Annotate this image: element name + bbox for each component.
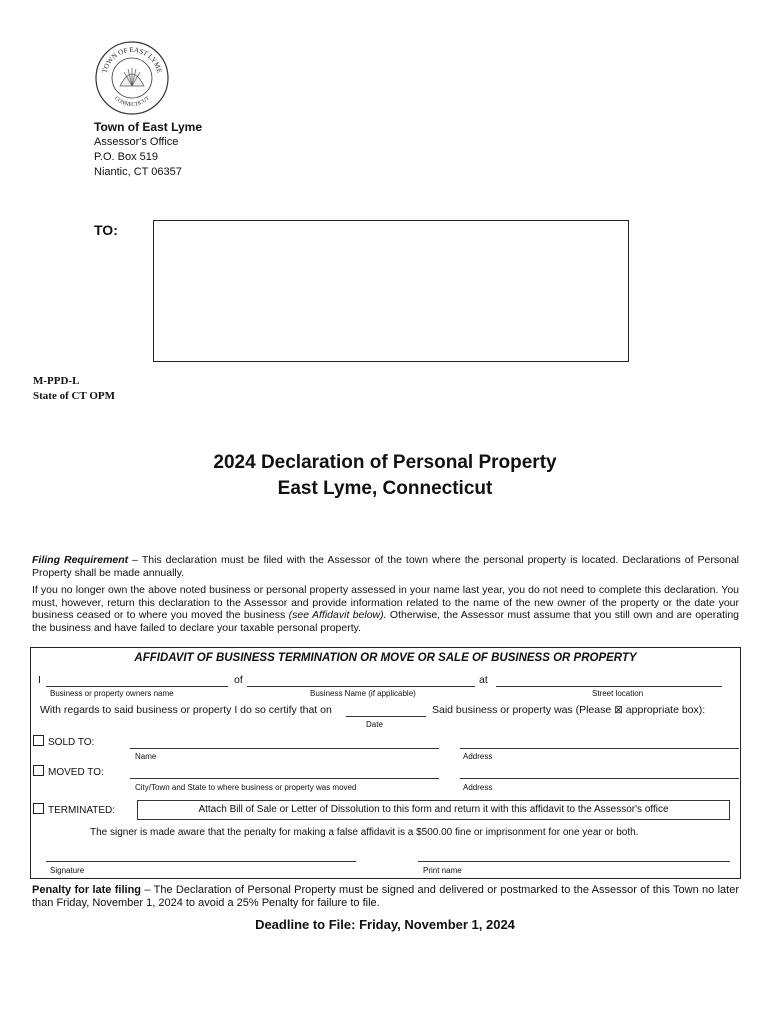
to-label: TO: xyxy=(94,222,118,238)
city-caption: City/Town and State to where business or property was moved xyxy=(135,783,357,792)
affidavit-box xyxy=(30,647,741,879)
filing-heading: Filing Requirement xyxy=(32,554,129,566)
sold-option[interactable] xyxy=(33,735,94,748)
office-name: Assessor's Office xyxy=(94,136,179,148)
business-name-field[interactable] xyxy=(247,686,475,687)
moved-option[interactable] xyxy=(33,765,104,778)
date-field[interactable] xyxy=(346,716,426,717)
moved-label: MOVED TO: xyxy=(48,767,104,778)
street-location-field[interactable] xyxy=(496,686,722,687)
page-subtitle: East Lyme, Connecticut xyxy=(277,478,493,499)
svg-text:TOWN OF EAST LYME: TOWN OF EAST LYME xyxy=(100,45,164,74)
filing-para2-rest: Otherwise, the Assessor must assume that you still own and are operating the business and have failed to declare your taxable personal property. xyxy=(32,609,739,634)
form-code: M-PPD-L xyxy=(33,375,80,387)
filing-para2-italic: (see Affidavit below). xyxy=(288,609,387,621)
owner-caption: Business or property owners name xyxy=(50,689,174,698)
moved-address-field[interactable] xyxy=(460,778,739,779)
moved-city-field[interactable] xyxy=(130,778,439,779)
town-name: Town of East Lyme xyxy=(94,120,203,134)
recipient-address-box xyxy=(153,220,629,362)
at-label: at xyxy=(479,674,488,686)
status-text: Said business or property was (Please ⊠ appropriate box): xyxy=(432,704,706,716)
page-title: 2024 Declaration of Personal Property xyxy=(213,452,557,473)
late-penalty xyxy=(32,884,739,910)
address-caption: Address xyxy=(463,752,493,761)
affidavit-title: AFFIDAVIT OF BUSINESS TERMINATION OR MOVE OR SALE OF BUSINESS OR PROPERTY xyxy=(134,652,637,664)
attach-instructions: Attach Bill of Sale or Letter of Dissolution to this form and return it with this affidavit to the Assessor's office xyxy=(137,800,730,820)
svg-text:CONNECTICUT: CONNECTICUT xyxy=(113,95,151,109)
penalty-note: The signer is made aware that the penalty for making a false affidavit is a $500.00 fine or imprisonment for one year or both. xyxy=(90,827,639,838)
address-caption-2: Address xyxy=(463,783,493,792)
print-name-field[interactable] xyxy=(418,861,730,862)
signature-field[interactable] xyxy=(46,861,356,862)
filing-text: – This declaration must be filed with the Assessor of the town where the personal property is located. Declarations of Personal Property shall be made annually. xyxy=(32,554,739,579)
of-label: of xyxy=(234,674,243,686)
form-source: State of CT OPM xyxy=(33,390,115,402)
moved-checkbox[interactable] xyxy=(33,765,44,776)
sold-name-field[interactable] xyxy=(130,748,439,749)
business-caption: Business Name (if applicable) xyxy=(310,689,416,698)
name-caption: Name xyxy=(135,752,157,761)
city-zip: Niantic, CT 06357 xyxy=(94,166,182,178)
terminated-checkbox[interactable] xyxy=(33,803,44,814)
filing-requirement xyxy=(32,554,739,579)
print-caption: Print name xyxy=(423,866,462,875)
owner-name-field[interactable] xyxy=(46,686,228,687)
sold-checkbox[interactable] xyxy=(33,735,44,746)
signature-caption: Signature xyxy=(50,866,85,875)
town-seal-logo xyxy=(94,40,170,116)
date-caption: Date xyxy=(366,720,383,729)
sold-address-field[interactable] xyxy=(460,748,739,749)
street-caption: Street location xyxy=(592,689,644,698)
terminated-label: TERMINATED: xyxy=(48,805,116,816)
sold-label: SOLD TO: xyxy=(48,737,95,748)
po-box: P.O. Box 519 xyxy=(94,151,159,163)
filing-para2-text: If you no longer own the above noted business or personal property assessed in your name last year, you do not need to complete this declaration. You must, however, return this declaration to the Assessor and provide information related to the name of the new owner of the property or the date your business ceased or to where you moved the business xyxy=(32,584,739,621)
late-text: – The Declaration of Personal Property must be signed and delivered or postmarked to the Assessor of this Town no later than Friday, November 1, 2024 to avoid a 25% Penalty for failure to file. xyxy=(32,884,739,909)
filing-paragraph-2 xyxy=(32,584,739,634)
form-id xyxy=(33,374,115,404)
deadline: Deadline to File: Friday, November 1, 2024 xyxy=(255,917,515,932)
late-heading: Penalty for late filing xyxy=(32,884,142,896)
terminated-option[interactable] xyxy=(33,803,115,816)
i-label: I xyxy=(38,674,41,686)
certify-text: With regards to said business or property I do so certify that on xyxy=(40,704,332,716)
town-address xyxy=(94,120,202,180)
